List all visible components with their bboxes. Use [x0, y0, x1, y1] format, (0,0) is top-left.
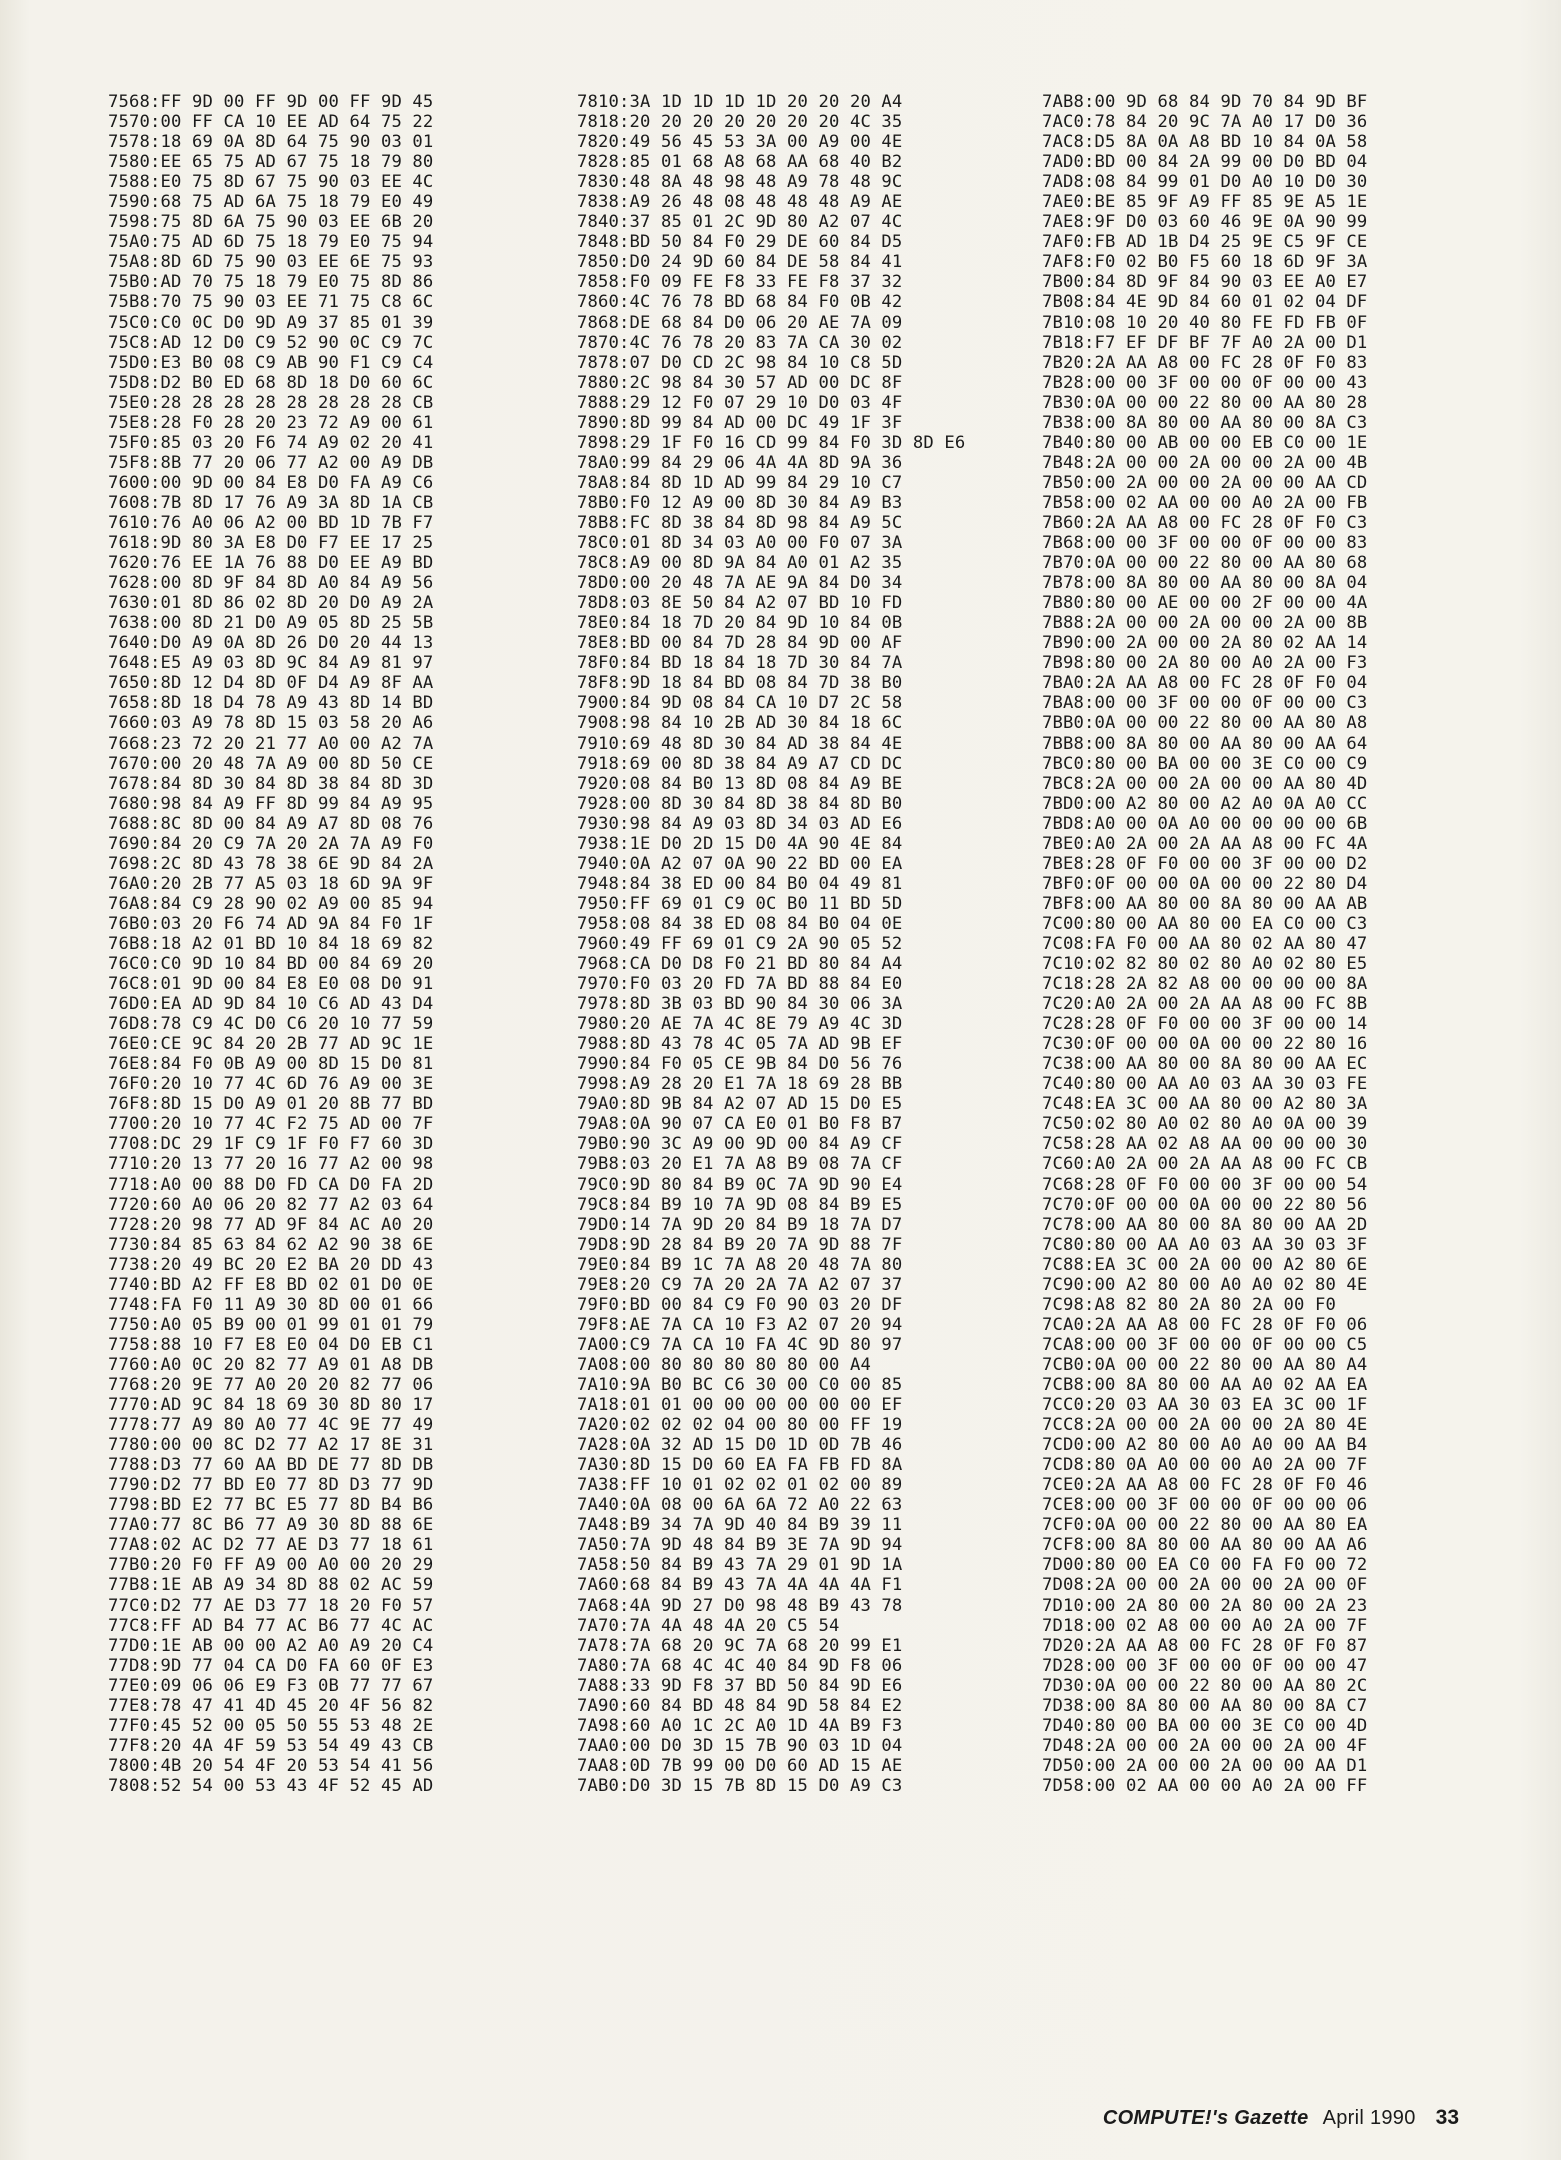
listing-line: 77B0:20 F0 FF A9 00 A0 00 20 29: [108, 1555, 434, 1576]
listing-line: 7CF0:0A 00 00 22 80 00 AA 80 EA: [1042, 1515, 1368, 1536]
listing-line: 7CD8:80 0A A0 00 00 A0 2A 00 7F: [1042, 1455, 1368, 1476]
listing-line: 7570:00 FF CA 10 EE AD 64 75 22: [108, 112, 434, 133]
listing-line: 7B70:0A 00 00 22 80 00 AA 80 68: [1042, 553, 1368, 574]
listing-line: 7CC0:20 03 AA 30 03 EA 3C 00 1F: [1042, 1395, 1368, 1416]
listing-line: 7B58:00 02 AA 00 00 A0 2A 00 FB: [1042, 492, 1368, 513]
listing-line: 7628:00 8D 9F 84 8D A0 84 A9 56: [108, 573, 434, 594]
listing-line: 7BC0:80 00 BA 00 00 3E C0 00 C9: [1042, 753, 1368, 774]
listing-line: 7D38:00 8A 80 00 AA 80 00 8A C7: [1042, 1695, 1368, 1716]
listing-line: 7700:20 10 77 4C F2 75 AD 00 7F: [108, 1114, 434, 1135]
listing-line: 7838:A9 26 48 08 48 48 48 A9 AE: [577, 192, 903, 213]
listing-line: 7CA8:00 00 3F 00 00 0F 00 00 C5: [1042, 1334, 1368, 1355]
listing-line: 7A68:4A 9D 27 D0 98 48 B9 43 78: [577, 1595, 903, 1616]
listing-line: 7D20:2A AA A8 00 FC 28 0F F0 87: [1042, 1635, 1368, 1656]
listing-line: 7660:03 A9 78 8D 15 03 58 20 A6: [108, 713, 434, 734]
listing-line: 78B8:FC 8D 38 84 8D 98 84 A9 5C: [577, 512, 903, 533]
listing-line: 77B8:1E AB A9 34 8D 88 02 AC 59: [108, 1575, 434, 1596]
listing-line: 7580:EE 65 75 AD 67 75 18 79 80: [108, 152, 434, 173]
listing-line: 7738:20 49 BC 20 E2 BA 20 DD 43: [108, 1254, 434, 1275]
listing-line: 77E8:78 47 41 4D 45 20 4F 56 82: [108, 1695, 434, 1716]
listing-line: 76A8:84 C9 28 90 02 A9 00 85 94: [108, 893, 434, 914]
listing-line: 7740:BD A2 FF E8 BD 02 01 D0 0E: [108, 1274, 434, 1295]
listing-line: 7D28:00 00 3F 00 00 0F 00 00 47: [1042, 1655, 1368, 1676]
listing-line: 7A88:33 9D F8 37 BD 50 84 9D E6: [577, 1675, 903, 1696]
listing-line: 7650:8D 12 D4 8D 0F D4 A9 8F AA: [108, 673, 434, 694]
listing-line: 7C78:00 AA 80 00 8A 80 00 AA 2D: [1042, 1214, 1368, 1235]
listing-line: 7718:A0 00 88 D0 FD CA D0 FA 2D: [108, 1174, 434, 1195]
listing-line: 7B10:08 10 20 40 80 FE FD FB 0F: [1042, 312, 1368, 333]
listing-line: 7658:8D 18 D4 78 A9 43 8D 14 BD: [108, 693, 434, 714]
listing-column-1: [108, 92, 433, 1796]
listing-line: 7D18:00 02 A8 00 00 A0 2A 00 7F: [1042, 1615, 1368, 1636]
listing-line: 7600:00 9D 00 84 E8 D0 FA A9 C6: [108, 472, 434, 493]
listing-line: 7C20:A0 2A 00 2A AA A8 00 FC 8B: [1042, 994, 1368, 1015]
listing-line: 7AB8:00 9D 68 84 9D 70 84 9D BF: [1042, 92, 1368, 112]
listing-line: 7878:07 D0 CD 2C 98 84 10 C8 5D: [577, 352, 903, 373]
listing-line: 7B98:80 00 2A 80 00 A0 2A 00 F3: [1042, 653, 1368, 674]
listing-line: 7C40:80 00 AA A0 03 AA 30 03 FE: [1042, 1074, 1368, 1095]
listing-line: 7C60:A0 2A 00 2A AA A8 00 FC CB: [1042, 1154, 1368, 1175]
listing-line: 7708:DC 29 1F C9 1F F0 F7 60 3D: [108, 1134, 434, 1155]
listing-line: 7868:DE 68 84 D0 06 20 AE 7A 09: [577, 312, 903, 333]
listing-line: 7A00:C9 7A CA 10 FA 4C 9D 80 97: [577, 1334, 903, 1355]
listing-line: 7958:08 84 38 ED 08 84 B0 04 0E: [577, 913, 903, 934]
listing-line: 7778:77 A9 80 A0 77 4C 9E 77 49: [108, 1415, 434, 1436]
listing-line: 7C98:A8 82 80 2A 80 2A 00 F0: [1042, 1294, 1336, 1315]
listing-line: 7A38:FF 10 01 02 02 01 02 00 89: [577, 1475, 903, 1496]
listing-line: 7BE8:28 0F F0 00 00 3F 00 00 D2: [1042, 853, 1368, 874]
listing-line: 75F0:85 03 20 F6 74 A9 02 20 41: [108, 432, 434, 453]
listing-line: 7BF8:00 AA 80 00 8A 80 00 AA AB: [1042, 893, 1368, 914]
listing-column-3: [1042, 92, 1367, 1796]
listing-line: 7758:88 10 F7 E8 E0 04 D0 EB C1: [108, 1334, 434, 1355]
listing-line: 7BC8:2A 00 00 2A 00 00 AA 80 4D: [1042, 773, 1368, 794]
listing-line: 7900:84 9D 08 84 CA 10 D7 2C 58: [577, 693, 903, 714]
listing-line: 75A8:8D 6D 75 90 03 EE 6E 75 93: [108, 252, 434, 273]
listing-line: 7720:60 A0 06 20 82 77 A2 03 64: [108, 1194, 434, 1215]
listing-line: 7768:20 9E 77 A0 20 20 82 77 06: [108, 1375, 434, 1395]
listing-line: 78F8:9D 18 84 BD 08 84 7D 38 B0: [577, 673, 903, 694]
listing-line: 76E8:84 F0 0B A9 00 8D 15 D0 81: [108, 1054, 434, 1075]
listing-line: 7B50:00 2A 00 00 2A 00 00 AA CD: [1042, 472, 1368, 493]
listing-line: 7AF8:F0 02 B0 F5 60 18 6D 9F 3A: [1042, 252, 1368, 273]
listing-line: 7A48:B9 34 7A 9D 40 84 B9 39 11: [577, 1515, 903, 1536]
listing-line: 79A0:8D 9B 84 A2 07 AD 15 D0 E5: [577, 1094, 903, 1115]
listing-line: 7748:FA F0 11 A9 30 8D 00 01 66: [108, 1294, 434, 1315]
listing-line: 7B80:80 00 AE 00 00 2F 00 00 4A: [1042, 593, 1368, 614]
listing-line: 79A8:0A 90 07 CA E0 01 B0 F8 B7: [577, 1114, 903, 1135]
listing-line: 75E0:28 28 28 28 28 28 28 28 CB: [108, 392, 434, 413]
listing-line: 7B08:84 4E 9D 84 60 01 02 04 DF: [1042, 292, 1368, 313]
listing-line: 76F8:8D 15 D0 A9 01 20 8B 77 BD: [108, 1094, 434, 1115]
listing-line: 7678:84 8D 30 84 8D 38 84 8D 3D: [108, 773, 434, 794]
listing-line: 7C28:28 0F F0 00 00 3F 00 00 14: [1042, 1014, 1368, 1035]
listing-line: 7BB8:00 8A 80 00 AA 80 00 AA 64: [1042, 733, 1368, 754]
listing-line: 79E8:20 C9 7A 20 2A 7A A2 07 37: [577, 1274, 903, 1295]
listing-line: 7B48:2A 00 00 2A 00 00 2A 00 4B: [1042, 452, 1368, 473]
listing-line: 7790:D2 77 BD E0 77 8D D3 77 9D: [108, 1475, 434, 1496]
page-number: 33: [1435, 2106, 1459, 2129]
listing-line: 78C8:A9 00 8D 9A 84 A0 01 A2 35: [577, 553, 903, 574]
listing-line: 76B8:18 A2 01 BD 10 84 18 69 82: [108, 933, 434, 954]
listing-line: 7968:CA D0 D8 F0 21 BD 80 84 A4: [577, 954, 903, 975]
listing-line: 7A08:00 80 80 80 80 80 00 A4: [577, 1354, 871, 1375]
listing-line: 7BD8:A0 00 0A A0 00 00 00 00 6B: [1042, 813, 1368, 834]
listing-line: 7928:00 8D 30 84 8D 38 84 8D B0: [577, 793, 903, 814]
listing-line: 7A18:01 01 00 00 00 00 00 00 EF: [577, 1395, 903, 1416]
listing-line: 78E0:84 18 7D 20 84 9D 10 84 0B: [577, 613, 903, 634]
listing-line: 79F8:AE 7A CA 10 F3 A2 07 20 94: [577, 1314, 903, 1335]
listing-line: 7618:9D 80 3A E8 D0 F7 EE 17 25: [108, 533, 434, 554]
listing-line: 7C50:02 80 A0 02 80 A0 0A 00 39: [1042, 1114, 1368, 1135]
listing-line: 77E0:09 06 06 E9 F3 0B 77 77 67: [108, 1675, 434, 1696]
listing-line: 76C0:C0 9D 10 84 BD 00 84 69 20: [108, 954, 434, 975]
listing-line: 7688:8C 8D 00 84 A9 A7 8D 08 76: [108, 813, 434, 834]
listing-line: 7BE0:A0 2A 00 2A AA A8 00 FC 4A: [1042, 833, 1368, 854]
listing-line: 7C90:00 A2 80 00 A0 A0 02 80 4E: [1042, 1274, 1368, 1295]
listing-line: 7760:A0 0C 20 82 77 A9 01 A8 DB: [108, 1354, 434, 1375]
listing-line: 7630:01 8D 86 02 8D 20 D0 A9 2A: [108, 593, 434, 614]
issue-date: April 1990: [1322, 2107, 1416, 2129]
listing-line: 7610:76 A0 06 A2 00 BD 1D 7B F7: [108, 512, 434, 533]
listing-line: 7AD0:BD 00 84 2A 99 00 D0 BD 04: [1042, 152, 1368, 173]
listing-line: 7680:98 84 A9 FF 8D 99 84 A9 95: [108, 793, 434, 814]
page-footer: [1103, 2106, 1459, 2130]
listing-line: 7B60:2A AA A8 00 FC 28 0F F0 C3: [1042, 512, 1368, 533]
listing-line: 7C18:28 2A 82 A8 00 00 00 00 8A: [1042, 974, 1368, 995]
listing-line: 7948:84 38 ED 00 84 B0 04 49 81: [577, 873, 903, 894]
listing-line: 7C10:02 82 80 02 80 A0 02 80 E5: [1042, 954, 1368, 975]
listing-line: 7D10:00 2A 80 00 2A 80 00 2A 23: [1042, 1595, 1368, 1616]
listing-line: 7898:29 1F F0 16 CD 99 84 F0 3D 8D E6: [577, 432, 966, 453]
listing-line: 7D30:0A 00 00 22 80 00 AA 80 2C: [1042, 1675, 1368, 1696]
listing-line: 7988:8D 43 78 4C 05 7A AD 9B EF: [577, 1034, 903, 1055]
listing-line: 7B30:0A 00 00 22 80 00 AA 80 28: [1042, 392, 1368, 413]
listing-line: 7960:49 FF 69 01 C9 2A 90 05 52: [577, 933, 903, 954]
listing-line: 7568:FF 9D 00 FF 9D 00 FF 9D 45: [108, 92, 434, 112]
listing-line: 76D8:78 C9 4C D0 C6 20 10 77 59: [108, 1014, 434, 1035]
listing-line: 79F0:BD 00 84 C9 F0 90 03 20 DF: [577, 1294, 903, 1315]
listing-line: 79B8:03 20 E1 7A A8 B9 08 7A CF: [577, 1154, 903, 1175]
listing-line: 7D00:80 00 EA C0 00 FA F0 00 72: [1042, 1555, 1368, 1576]
listing-line: 76F0:20 10 77 4C 6D 76 A9 00 3E: [108, 1074, 434, 1095]
listing-line: 75E8:28 F0 28 20 23 72 A9 00 61: [108, 412, 434, 433]
listing-line: 75B8:70 75 90 03 EE 71 75 C8 6C: [108, 292, 434, 313]
listing-line: 7CB8:00 8A 80 00 AA A0 02 AA EA: [1042, 1375, 1368, 1395]
listing-line: 76C8:01 9D 00 84 E8 E0 08 D0 91: [108, 974, 434, 995]
listing-line: 7A78:7A 68 20 9C 7A 68 20 99 E1: [577, 1635, 903, 1656]
listing-line: 7B68:00 00 3F 00 00 0F 00 00 83: [1042, 533, 1368, 554]
listing-line: 7648:E5 A9 03 8D 9C 84 A9 81 97: [108, 653, 434, 674]
listing-line: 77C0:D2 77 AE D3 77 18 20 F0 57: [108, 1595, 434, 1616]
listing-line: 7938:1E D0 2D 15 D0 4A 90 4E 84: [577, 833, 903, 854]
listing-line: 7CC8:2A 00 00 2A 00 00 2A 80 4E: [1042, 1415, 1368, 1436]
listing-line: 76D0:EA AD 9D 84 10 C6 AD 43 D4: [108, 994, 434, 1015]
listing-line: 7C30:0F 00 00 0A 00 00 22 80 16: [1042, 1034, 1368, 1055]
listing-line: 7970:F0 03 20 FD 7A BD 88 84 E0: [577, 974, 903, 995]
listing-line: 7690:84 20 C9 7A 20 2A 7A A9 F0: [108, 833, 434, 854]
listing-line: 7780:00 00 8C D2 77 A2 17 8E 31: [108, 1435, 434, 1456]
listing-line: 7C58:28 AA 02 A8 AA 00 00 00 30: [1042, 1134, 1368, 1155]
listing-line: 78E8:BD 00 84 7D 28 84 9D 00 AF: [577, 633, 903, 654]
listing-line: 7AA0:00 D0 3D 15 7B 90 03 1D 04: [577, 1735, 903, 1756]
listing-line: 7978:8D 3B 03 BD 90 84 30 06 3A: [577, 994, 903, 1015]
listing-line: 7B28:00 00 3F 00 00 0F 00 00 43: [1042, 372, 1368, 393]
listing-line: 75A0:75 AD 6D 75 18 79 E0 75 94: [108, 232, 434, 253]
listing-line: 7850:D0 24 9D 60 84 DE 58 84 41: [577, 252, 903, 273]
listing-line: 77A8:02 AC D2 77 AE D3 77 18 61: [108, 1535, 434, 1556]
listing-line: 7810:3A 1D 1D 1D 1D 20 20 20 A4: [577, 92, 903, 112]
listing-line: 77D0:1E AB 00 00 A2 A0 A9 20 C4: [108, 1635, 434, 1656]
listing-line: 7AE0:BE 85 9F A9 FF 85 9E A5 1E: [1042, 192, 1368, 213]
listing-line: 7918:69 00 8D 38 84 A9 A7 CD DC: [577, 753, 903, 774]
listing-line: 77F8:20 4A 4F 59 53 54 49 43 CB: [108, 1735, 434, 1756]
listing-line: 7920:08 84 B0 13 8D 08 84 A9 BE: [577, 773, 903, 794]
listing-line: 7980:20 AE 7A 4C 8E 79 A9 4C 3D: [577, 1014, 903, 1035]
listing-line: 7798:BD E2 77 BC E5 77 8D B4 B6: [108, 1495, 434, 1516]
listing-column-2: [577, 92, 965, 1796]
listing-line: 77A0:77 8C B6 77 A9 30 8D 88 6E: [108, 1515, 434, 1536]
listing-line: 7B38:00 8A 80 00 AA 80 00 8A C3: [1042, 412, 1368, 433]
listing-line: 7B00:84 8D 9F 84 90 03 EE A0 E7: [1042, 272, 1368, 293]
listing-line: 7670:00 20 48 7A A9 00 8D 50 CE: [108, 753, 434, 774]
listing-line: 7728:20 98 77 AD 9F 84 AC A0 20: [108, 1214, 434, 1235]
listing-line: 77C8:FF AD B4 77 AC B6 77 4C AC: [108, 1615, 434, 1636]
listing-line: 7AB0:D0 3D 15 7B 8D 15 D0 A9 C3: [577, 1775, 903, 1796]
listing-line: 7800:4B 20 54 4F 20 53 54 41 56: [108, 1755, 434, 1776]
listing-line: 7940:0A A2 07 0A 90 22 BD 00 EA: [577, 853, 903, 874]
listing-line: 7AF0:FB AD 1B D4 25 9E C5 9F CE: [1042, 232, 1368, 253]
listing-line: 7C70:0F 00 00 0A 00 00 22 80 56: [1042, 1194, 1368, 1215]
listing-line: 7CE8:00 00 3F 00 00 0F 00 00 06: [1042, 1495, 1368, 1516]
listing-line: 7870:4C 76 78 20 83 7A CA 30 02: [577, 332, 903, 353]
listing-line: 7BB0:0A 00 00 22 80 00 AA 80 A8: [1042, 713, 1368, 734]
listing-line: 7998:A9 28 20 E1 7A 18 69 28 BB: [577, 1074, 903, 1095]
listing-line: 78B0:F0 12 A9 00 8D 30 84 A9 B3: [577, 492, 903, 513]
listing-line: 7A80:7A 68 4C 4C 40 84 9D F8 06: [577, 1655, 903, 1676]
listing-line: 77F0:45 52 00 05 50 55 53 48 2E: [108, 1715, 434, 1736]
listing-line: 7698:2C 8D 43 78 38 6E 9D 84 2A: [108, 853, 434, 874]
listing-line: 76E0:CE 9C 84 20 2B 77 AD 9C 1E: [108, 1034, 434, 1055]
listing-line: 7668:23 72 20 21 77 A0 00 A2 7A: [108, 733, 434, 754]
listing-line: 79C8:84 B9 10 7A 9D 08 84 B9 E5: [577, 1194, 903, 1215]
listing-line: 7BD0:00 A2 80 00 A2 A0 0A A0 CC: [1042, 793, 1368, 814]
listing-line: 7A28:0A 32 AD 15 D0 1D 0D 7B 46: [577, 1435, 903, 1456]
listing-line: 78C0:01 8D 34 03 A0 00 F0 07 3A: [577, 533, 903, 554]
listing-line: 7A30:8D 15 D0 60 EA FA FB FD 8A: [577, 1455, 903, 1476]
listing-line: 79D0:14 7A 9D 20 84 B9 18 7A D7: [577, 1214, 903, 1235]
listing-line: 7AD8:08 84 99 01 D0 A0 10 D0 30: [1042, 172, 1368, 193]
magazine-title: COMPUTE!'s Gazette: [1102, 2107, 1309, 2129]
listing-line: 7950:FF 69 01 C9 0C B0 11 BD 5D: [577, 893, 903, 914]
listing-line: 79C0:9D 80 84 B9 0C 7A 9D 90 E4: [577, 1174, 903, 1195]
listing-line: 75D8:D2 B0 ED 68 8D 18 D0 60 6C: [108, 372, 434, 393]
listing-line: 7620:76 EE 1A 76 88 D0 EE A9 BD: [108, 553, 434, 574]
listing-line: 7D40:80 00 BA 00 00 3E C0 00 4D: [1042, 1715, 1368, 1736]
listing-line: 7D58:00 02 AA 00 00 A0 2A 00 FF: [1042, 1775, 1368, 1796]
listing-line: 7CA0:2A AA A8 00 FC 28 0F F0 06: [1042, 1314, 1368, 1335]
listing-line: 79E0:84 B9 1C 7A A8 20 48 7A 80: [577, 1254, 903, 1275]
listing-line: 7788:D3 77 60 AA BD DE 77 8D DB: [108, 1455, 434, 1476]
listing-line: 7BA0:2A AA A8 00 FC 28 0F F0 04: [1042, 673, 1368, 694]
listing-line: 7AA8:0D 7B 99 00 D0 60 AD 15 AE: [577, 1755, 903, 1776]
listing-line: 77D8:9D 77 04 CA D0 FA 60 0F E3: [108, 1655, 434, 1676]
listing-line: 7A98:60 A0 1C 2C A0 1D 4A B9 F3: [577, 1715, 903, 1736]
listing-line: 7638:00 8D 21 D0 A9 05 8D 25 5B: [108, 613, 434, 634]
listing-line: 7B78:00 8A 80 00 AA 80 00 8A 04: [1042, 573, 1368, 594]
listing-line: 7C88:EA 3C 00 2A 00 00 A2 80 6E: [1042, 1254, 1368, 1275]
listing-line: 7908:98 84 10 2B AD 30 84 18 6C: [577, 713, 903, 734]
listing-line: 7990:84 F0 05 CE 9B 84 D0 56 76: [577, 1054, 903, 1075]
listing-line: 7880:2C 98 84 30 57 AD 00 DC 8F: [577, 372, 903, 393]
listing-line: 7848:BD 50 84 F0 29 DE 60 84 D5: [577, 232, 903, 253]
listing-line: 7D50:00 2A 00 00 2A 00 00 AA D1: [1042, 1755, 1368, 1776]
listing-line: 7B18:F7 EF DF BF 7F A0 2A 00 D1: [1042, 332, 1368, 353]
listing-line: 7A90:60 84 BD 48 84 9D 58 84 E2: [577, 1695, 903, 1716]
listing-line: 7BA8:00 00 3F 00 00 0F 00 00 C3: [1042, 693, 1368, 714]
listing-line: 7730:84 85 63 84 62 A2 90 38 6E: [108, 1234, 434, 1255]
listing-line: 7930:98 84 A9 03 8D 34 03 AD E6: [577, 813, 903, 834]
listing-line: 7828:85 01 68 A8 68 AA 68 40 B2: [577, 152, 903, 173]
listing-line: 7578:18 69 0A 8D 64 75 90 03 01: [108, 132, 434, 153]
listing-line: 79B0:90 3C A9 00 9D 00 84 A9 CF: [577, 1134, 903, 1155]
listing-line: 78A0:99 84 29 06 4A 4A 8D 9A 36: [577, 452, 903, 473]
listing-line: 7A20:02 02 02 04 00 80 00 FF 19: [577, 1415, 903, 1436]
listing-line: 7858:F0 09 FE F8 33 FE F8 37 32: [577, 272, 903, 293]
listing-line: 7CB0:0A 00 00 22 80 00 AA 80 A4: [1042, 1354, 1368, 1375]
listing-line: 7C68:28 0F F0 00 00 3F 00 00 54: [1042, 1174, 1368, 1195]
listing-line: 7C00:80 00 AA 80 00 EA C0 00 C3: [1042, 913, 1368, 934]
listing-line: 75C8:AD 12 D0 C9 52 90 0C C9 7C: [108, 332, 434, 353]
listing-line: 75F8:8B 77 20 06 77 A2 00 A9 DB: [108, 452, 434, 473]
listing-line: 7A40:0A 08 00 6A 6A 72 A0 22 63: [577, 1495, 903, 1516]
listing-line: 7A70:7A 4A 48 4A 20 C5 54: [577, 1615, 840, 1636]
listing-line: 7710:20 13 77 20 16 77 A2 00 98: [108, 1154, 434, 1175]
listing-line: 7AC8:D5 8A 0A A8 BD 10 84 0A 58: [1042, 132, 1368, 153]
listing-line: 7B90:00 2A 00 00 2A 80 02 AA 14: [1042, 633, 1368, 654]
listing-line: 79D8:9D 28 84 B9 20 7A 9D 88 7F: [577, 1234, 903, 1255]
listing-line: 7C38:00 AA 80 00 8A 80 00 AA EC: [1042, 1054, 1368, 1075]
listing-line: 7C48:EA 3C 00 AA 80 00 A2 80 3A: [1042, 1094, 1368, 1115]
listing-line: 7B88:2A 00 00 2A 00 00 2A 00 8B: [1042, 613, 1368, 634]
listing-line: 7860:4C 76 78 BD 68 84 F0 0B 42: [577, 292, 903, 313]
listing-line: 7910:69 48 8D 30 84 AD 38 84 4E: [577, 733, 903, 754]
listing-line: 76A0:20 2B 77 A5 03 18 6D 9A 9F: [108, 873, 434, 894]
listing-line: 7608:7B 8D 17 76 A9 3A 8D 1A CB: [108, 492, 434, 513]
listing-line: 75B0:AD 70 75 18 79 E0 75 8D 86: [108, 272, 434, 293]
listing-line: 7888:29 12 F0 07 29 10 D0 03 4F: [577, 392, 903, 413]
listing-line: 75D0:E3 B0 08 C9 AB 90 F1 C9 C4: [108, 352, 434, 373]
listing-line: 7830:48 8A 48 98 48 A9 78 48 9C: [577, 172, 903, 193]
listing-line: 7A60:68 84 B9 43 7A 4A 4A 4A F1: [577, 1575, 903, 1596]
listing-line: 7840:37 85 01 2C 9D 80 A2 07 4C: [577, 212, 903, 233]
listing-line: 7CD0:00 A2 80 00 A0 A0 00 AA B4: [1042, 1435, 1368, 1456]
listing-line: 78D8:03 8E 50 84 A2 07 BD 10 FD: [577, 593, 903, 614]
listing-line: 7D08:2A 00 00 2A 00 00 2A 00 0F: [1042, 1575, 1368, 1596]
listing-line: 7CE0:2A AA A8 00 FC 28 0F F0 46: [1042, 1475, 1368, 1496]
listing-line: 7598:75 8D 6A 75 90 03 EE 6B 20: [108, 212, 434, 233]
listing-line: 7808:52 54 00 53 43 4F 52 45 AD: [108, 1775, 434, 1796]
listing-line: 7D48:2A 00 00 2A 00 00 2A 00 4F: [1042, 1735, 1368, 1756]
listing-line: 7CF8:00 8A 80 00 AA 80 00 AA A6: [1042, 1535, 1368, 1556]
listing-line: 7AE8:9F D0 03 60 46 9E 0A 90 99: [1042, 212, 1368, 233]
listing-line: 7818:20 20 20 20 20 20 20 4C 35: [577, 112, 903, 133]
listing-line: 7A10:9A B0 BC C6 30 00 C0 00 85: [577, 1375, 903, 1395]
listing-line: 7B20:2A AA A8 00 FC 28 0F F0 83: [1042, 352, 1368, 373]
listing-line: 7820:49 56 45 53 3A 00 A9 00 4E: [577, 132, 903, 153]
listing-line: 7770:AD 9C 84 18 69 30 8D 80 17: [108, 1395, 434, 1416]
listing-line: 7750:A0 05 B9 00 01 99 01 01 79: [108, 1314, 434, 1335]
listing-line: 7BF0:0F 00 00 0A 00 00 22 80 D4: [1042, 873, 1368, 894]
listing-line: 7588:E0 75 8D 67 75 90 03 EE 4C: [108, 172, 434, 193]
listing-line: 7C08:FA F0 00 AA 80 02 AA 80 47: [1042, 933, 1368, 954]
listing-line: 7C80:80 00 AA A0 03 AA 30 03 3F: [1042, 1234, 1368, 1255]
listing-line: 78A8:84 8D 1D AD 99 84 29 10 C7: [577, 472, 903, 493]
listing-line: 7A50:7A 9D 48 84 B9 3E 7A 9D 94: [577, 1535, 903, 1556]
listing-line: 7890:8D 99 84 AD 00 DC 49 1F 3F: [577, 412, 903, 433]
listing-line: 76B0:03 20 F6 74 AD 9A 84 F0 1F: [108, 913, 434, 934]
listing-line: 7AC0:78 84 20 9C 7A A0 17 D0 36: [1042, 112, 1368, 133]
listing-line: 7640:D0 A9 0A 8D 26 D0 20 44 13: [108, 633, 434, 654]
listing-line: 78F0:84 BD 18 84 18 7D 30 84 7A: [577, 653, 903, 674]
listing-line: 7590:68 75 AD 6A 75 18 79 E0 49: [108, 192, 434, 213]
listing-line: 75C0:C0 0C D0 9D A9 37 85 01 39: [108, 312, 434, 333]
listing-line: 78D0:00 20 48 7A AE 9A 84 D0 34: [577, 573, 903, 594]
listing-line: 7A58:50 84 B9 43 7A 29 01 9D 1A: [577, 1555, 903, 1576]
listing-line: 7B40:80 00 AB 00 00 EB C0 00 1E: [1042, 432, 1368, 453]
